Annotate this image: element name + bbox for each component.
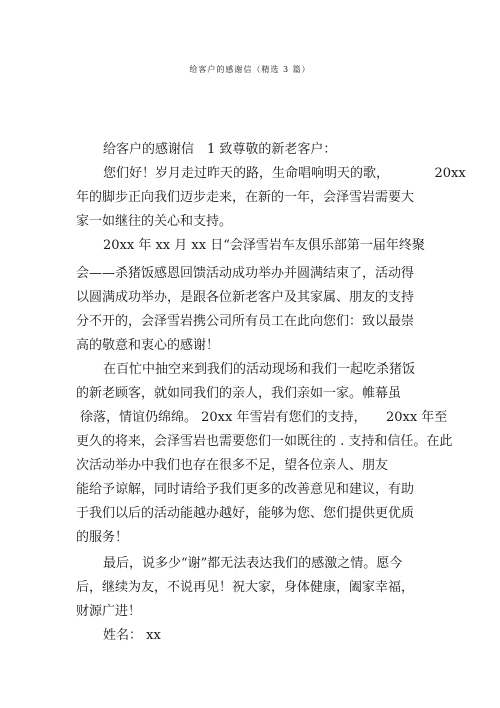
text-line: 更久的将来，会泽雪岩也需要您们一如既往的 . 支持和信任。在此 <box>76 434 453 449</box>
signature-line: 姓名： xx <box>103 628 161 643</box>
text-line: 的新老顾客，就如同我们的亲人，我们亲如一家。帷幕虽 <box>76 386 402 401</box>
text-line: 会——杀猪饭感恩回馈活动成功举办并圆满结束了，活动得 <box>76 266 415 281</box>
text-line: 最后，说多少“谢”都无法表达我们的感激之情。愿今 <box>103 556 403 571</box>
text-line: 于我们以后的活动能越办越好，能够为您、您们提供更优质 <box>76 506 415 521</box>
text-line: 给客户的感谢信 1 致尊敬的新老客户： <box>103 142 337 157</box>
text-line: 能给予谅解，同时请给予我们更多的改善意见和建议，有助 <box>76 482 415 497</box>
text-line: 后，继续为友，不说再见！祝大家，身体健康，阖家幸福， <box>76 580 415 595</box>
text-line: 次活动举办中我们也存在很多不足，望各位亲人、朋友 <box>76 458 389 473</box>
text-line: 高的敬意和衷心的感谢！ <box>76 338 220 353</box>
text-line: 徐落，情谊仍绵绵。 20xx 年雪岩有您们的支持， 20xx 年至 <box>80 410 448 425</box>
document-title: 给客户的感谢信（精选 3 篇） <box>189 65 311 74</box>
text-line: 以圆满成功举办，是跟各位新老客户及其家属、朋友的支持 <box>76 290 415 305</box>
text-line: 的服务！ <box>76 530 129 545</box>
text-line: 年的脚步正向我们迈步走来，在新的一年，会泽雪岩需要大 <box>76 190 415 205</box>
text-line: 分不开的，会泽雪岩携公司所有员工在此向您们：致以最崇 <box>76 314 415 329</box>
text-line: 20xx 年 xx 月 xx 日“会泽雪岩车友俱乐部第一届年终聚 <box>103 238 425 253</box>
text-line: 家一如继往的关心和支持。 <box>76 214 233 229</box>
text-line: 在百忙中抽空来到我们的活动现场和我们一起吃杀猪饭 <box>103 362 416 377</box>
text-line: 您们好！岁月走过昨天的路，生命唱响明天的歌， 20xx <box>103 166 466 181</box>
text-line: 财源广进！ <box>76 604 142 619</box>
